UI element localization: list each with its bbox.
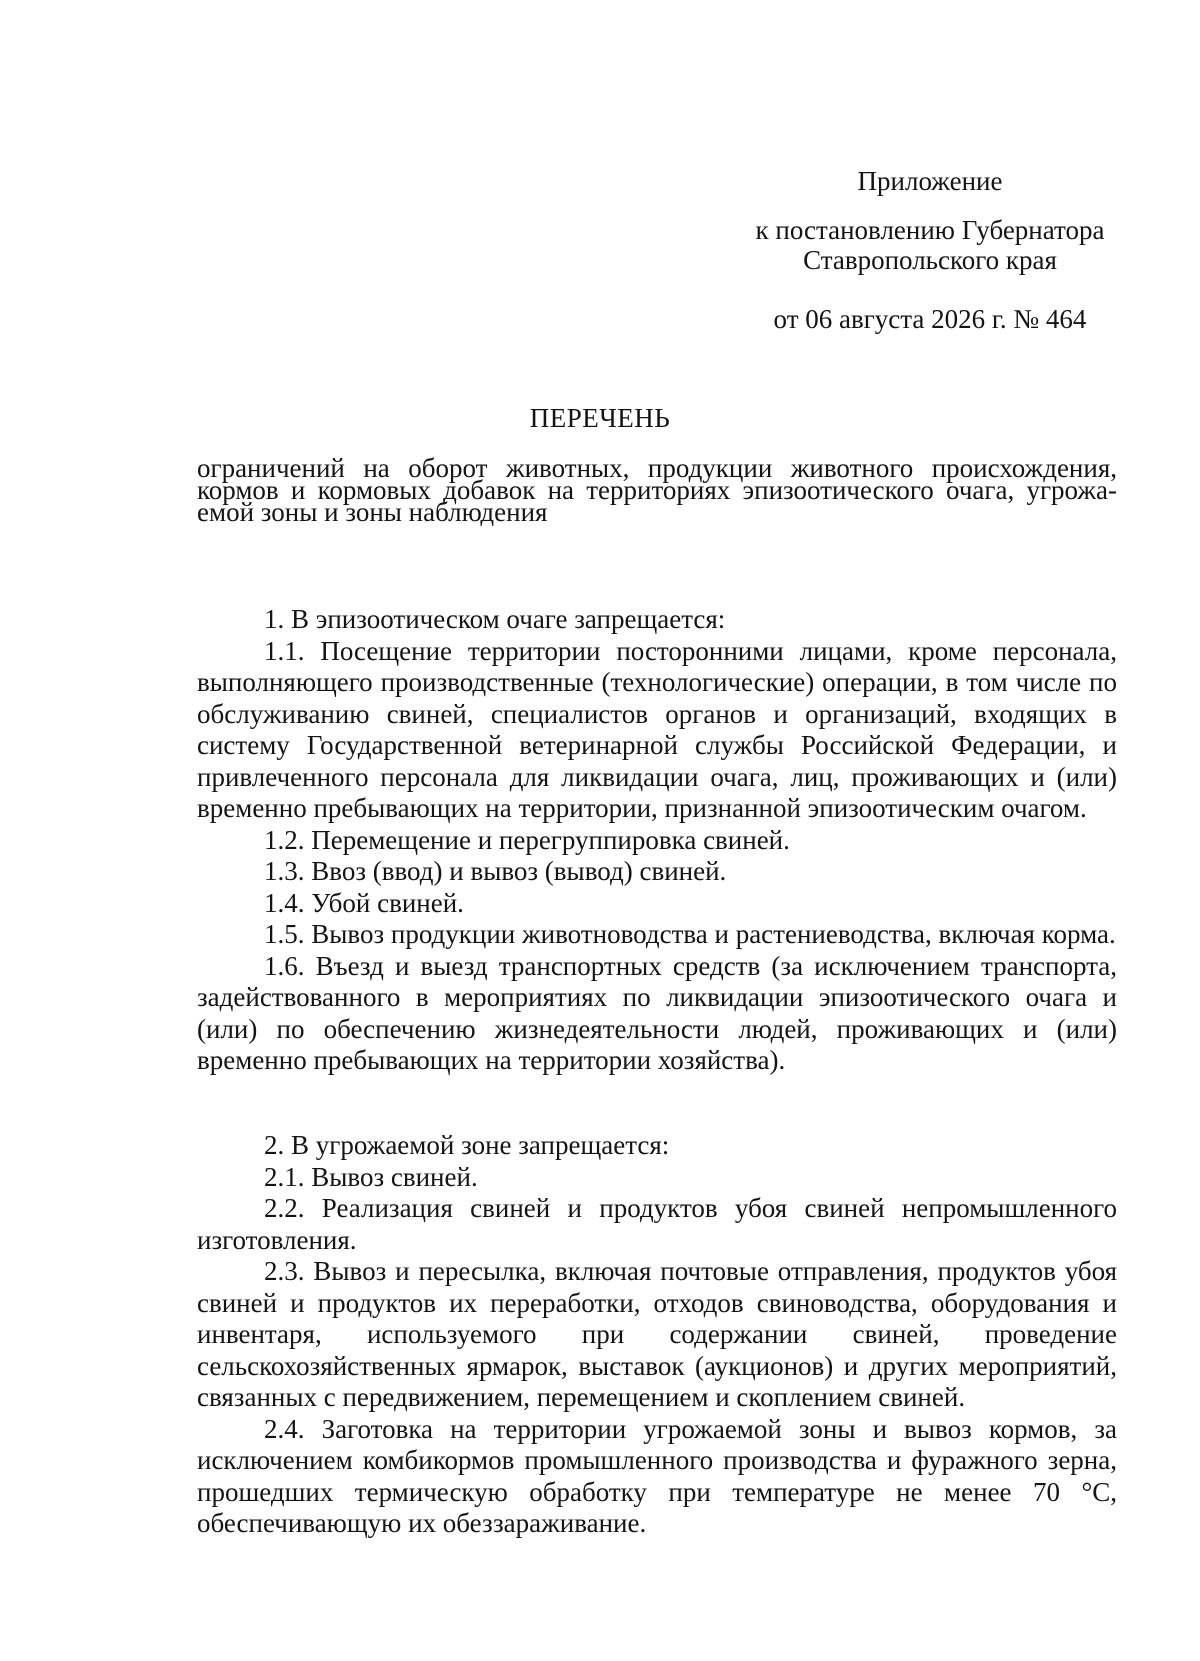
list-item: 1.3. Ввоз (ввод) и вывоз (вывод) свиней. — [264, 856, 727, 886]
document-title: ПЕРЕЧЕНЬ — [529, 403, 671, 433]
subtitle-line: ограничений на оборот животных, продукции животного происхождения, — [197, 453, 1117, 483]
list-item: 2.3. Вывоз и пересылка, включая почтовые отправления, продуктов убоя свиней и продуктов их переработки, отходов свиноводства, оборудования и инвентаря, используемого при содержании свиней, проведение сельскохозяйственных ярмарок, выставок (аукционов) и других мероприятий, связанных с передвижением, перемещением и скоплением свиней. — [197, 1256, 1117, 1412]
section-heading: 1. В эпизоотическом очаге запрещается: — [264, 604, 726, 634]
list-item: 2.2. Реализация свиней и продуктов убоя свиней непромышленного изготовления. — [197, 1193, 1117, 1255]
appendix-reference — [740, 215, 1120, 275]
list-item: 1.2. Перемещение и перегруппировка свиней. — [264, 824, 790, 855]
appendix-reference-line: к постановлению Губернатора — [755, 215, 1105, 245]
list-item: 1.5. Вывоз продукции животноводства и растениеводства, включая корма. — [264, 919, 1116, 949]
list-item: 1.6. Въезд и выезд транспортных средств (за исключением транспорта, задействованного в мероприятиях по ликвидации эпизоотического очага и (или) по обеспечению жизнедеятельности людей, проживающих и (или) временно пребывающих на территории хозяйства). — [197, 950, 1117, 1075]
subtitle-line: емой зоны и зоны наблюдения — [197, 497, 548, 527]
section-heading: 2. В угрожаемой зоне запрещается: — [264, 1130, 670, 1160]
appendix-title: Приложение — [857, 166, 1003, 196]
list-item: 2.1. Вывоз свиней. — [264, 1161, 478, 1192]
subtitle-line: кормов и кормовых добавок на территориях эпизоотического очага, угрожа- — [197, 475, 1117, 505]
appendix-date: от 06 августа 2026 г. № 464 — [773, 304, 1087, 334]
appendix-reference-line: Ставропольского края — [803, 245, 1057, 275]
section-2 — [197, 1130, 1117, 1540]
list-item: 2.4. Заготовка на территории угрожаемой зоны и вывоз кормов, за исключением комбикормов промышленного производства и фуражного зерна, прошедших термическую обработку при температуре не менее 70 °С, обеспечивающую их обеззараживание. — [197, 1413, 1117, 1538]
list-item: 1.4. Убой свиней. — [264, 887, 464, 918]
document-subtitle — [197, 453, 1117, 527]
list-item: 1.1. Посещение территории посторонними лицами, кроме персонала, выполняющего производственные (технологические) операции, в том числе по обслуживанию свиней, специалистов органов и организаций, входящих в систему Государственной ветеринарной службы Российской Федерации, и привлеченного персонала для ликвидации очага, лиц, проживающих и (или) временно пребывающих на территории, признанной эпизоотическим очагом. — [197, 635, 1117, 823]
section-1 — [197, 604, 1117, 1077]
